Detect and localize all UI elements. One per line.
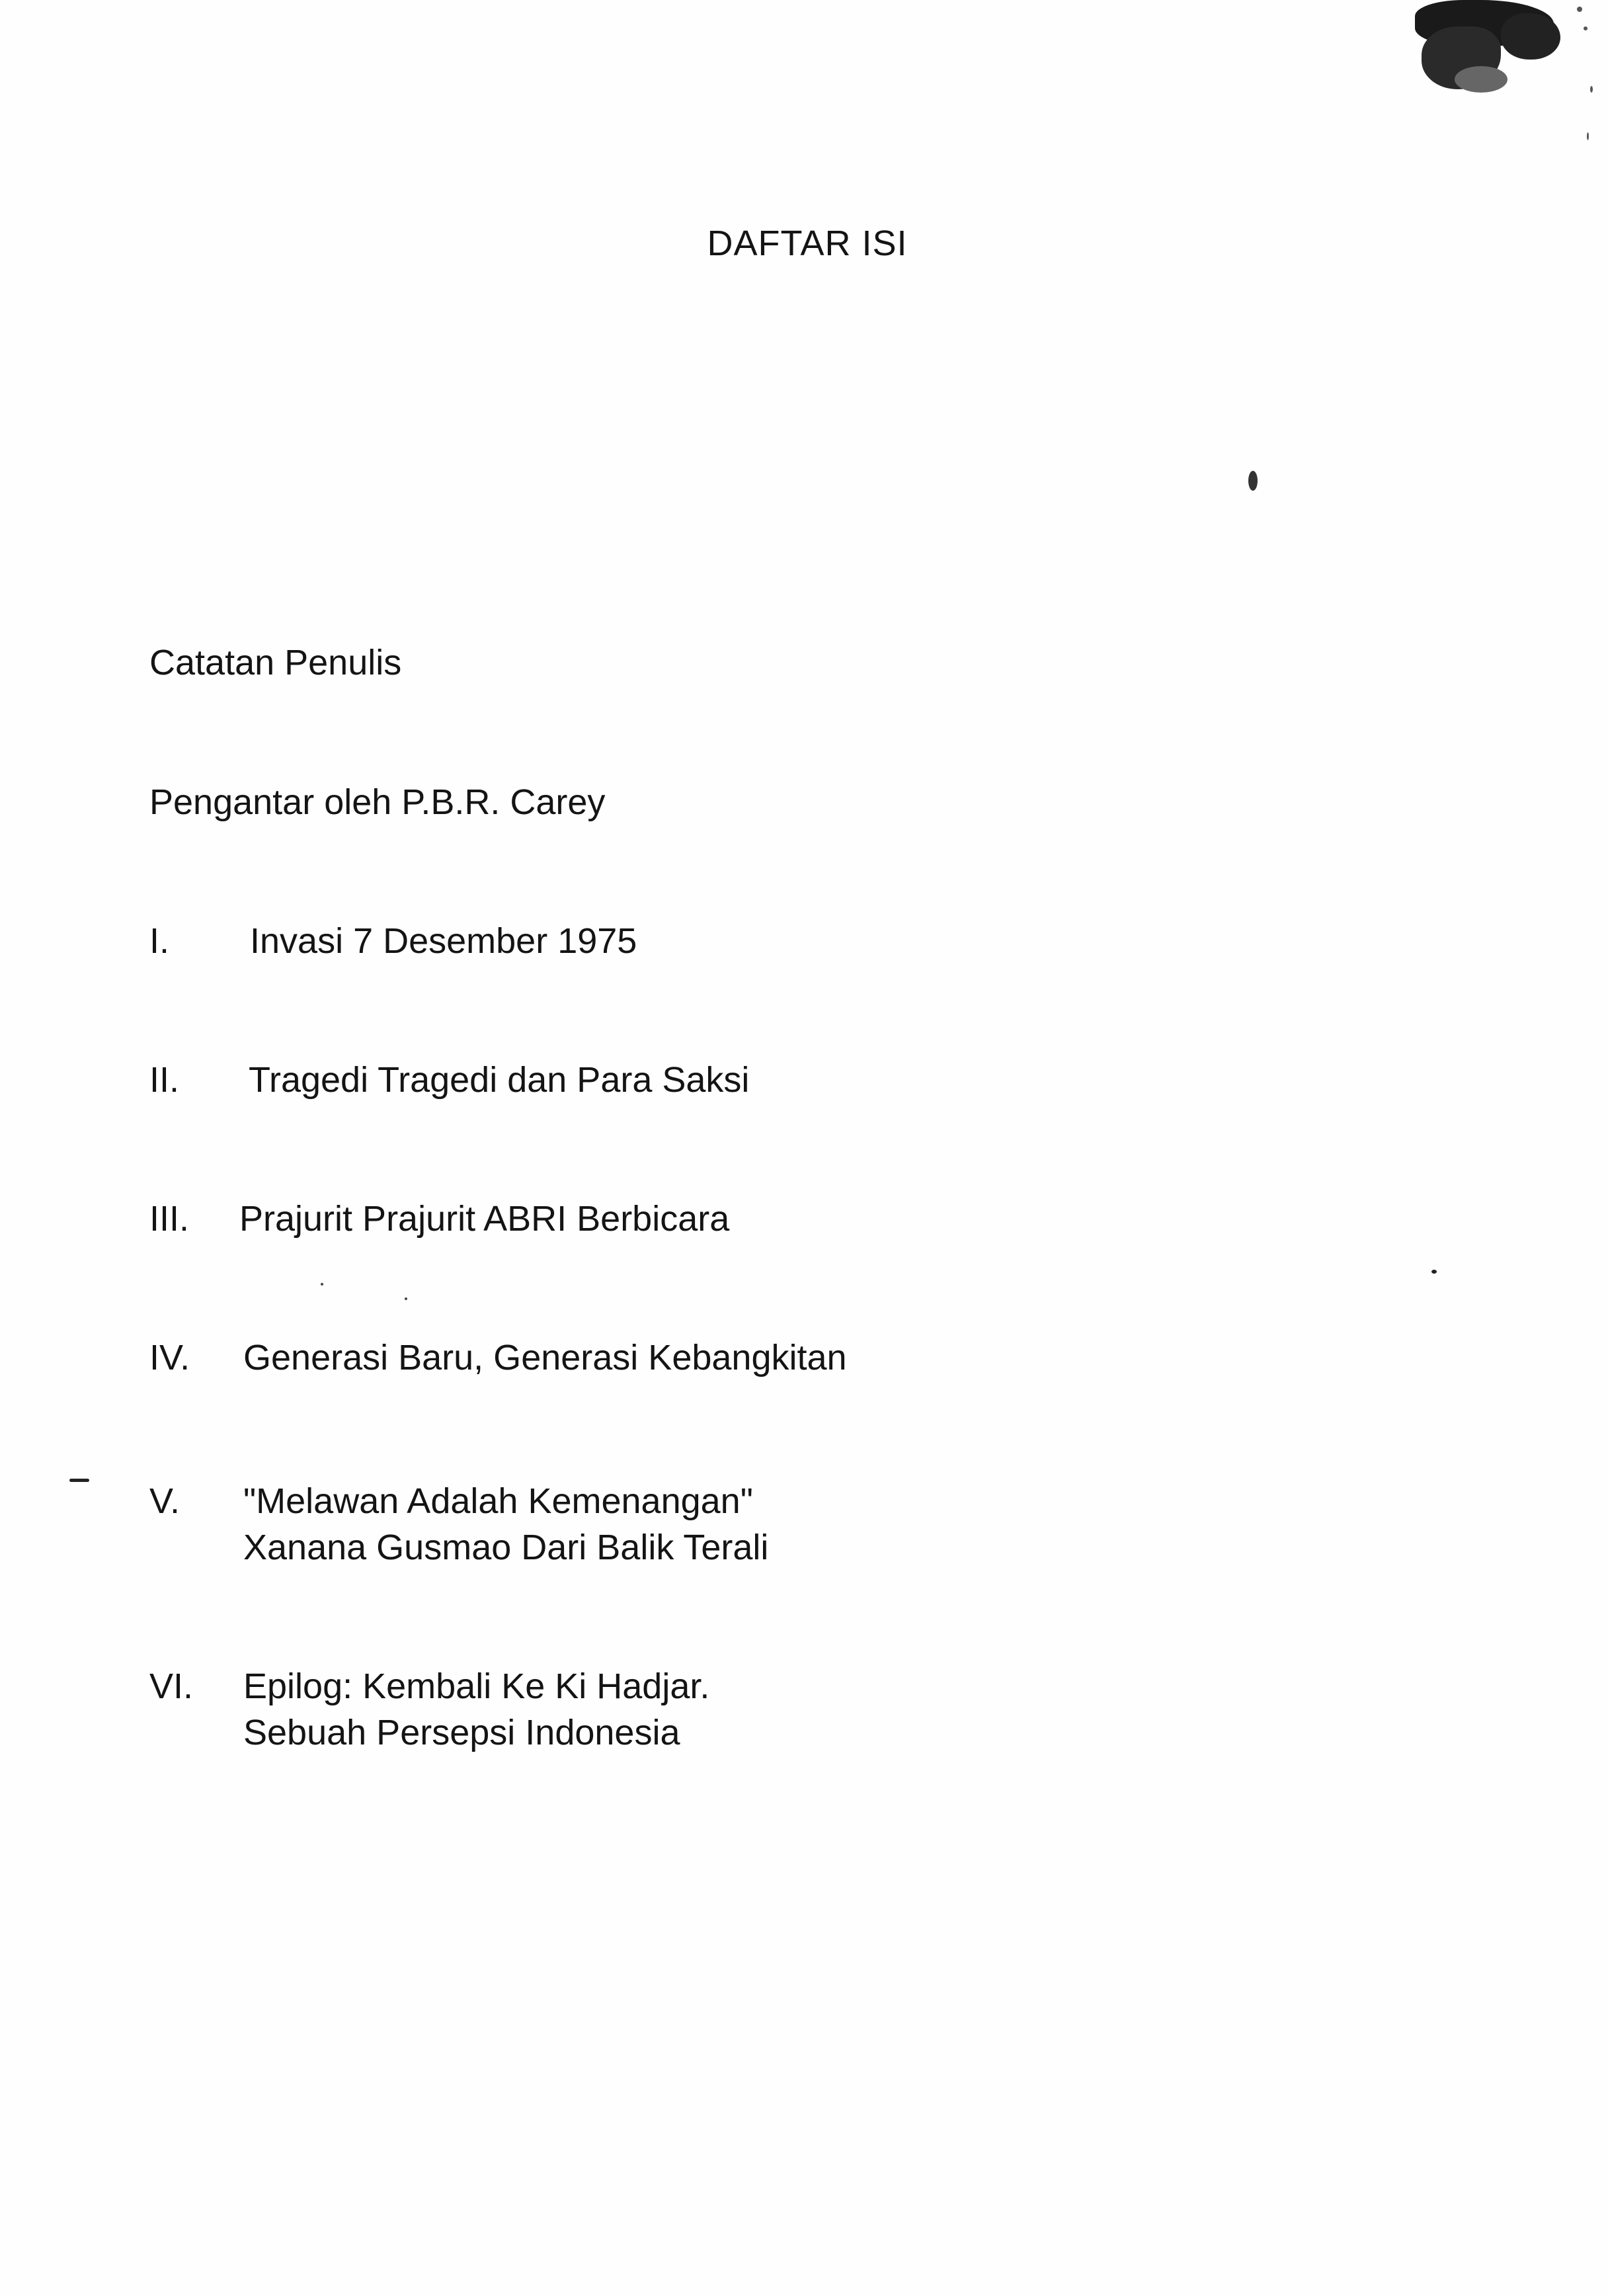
chapter-title: Epilog: Kembali Ke Ki Hadjar. xyxy=(243,1666,710,1706)
page-title: DAFTAR ISI xyxy=(707,224,908,263)
chapter-title: Generasi Baru, Generasi Kebangkitan xyxy=(243,1338,847,1377)
scan-speck xyxy=(69,1479,89,1482)
chapter-numeral: III. xyxy=(149,1199,190,1239)
toc-entry-author-note: Catatan Penulis xyxy=(149,643,402,682)
toc-entry-introduction: Pengantar oleh P.B.R. Carey xyxy=(149,782,606,822)
chapter-numeral: II. xyxy=(149,1060,180,1100)
chapter-numeral: I. xyxy=(149,921,170,961)
chapter-numeral: IV. xyxy=(149,1338,190,1377)
scan-speck xyxy=(321,1283,323,1286)
chapter-subtitle: Xanana Gusmao Dari Balik Terali xyxy=(243,1528,769,1567)
chapter-title: Prajurit Prajurit ABRI Berbicara xyxy=(239,1199,730,1239)
scan-speck xyxy=(1248,471,1258,491)
chapter-title: "Melawan Adalah Kemenangan" xyxy=(243,1481,753,1521)
chapter-subtitle: Sebuah Persepsi Indonesia xyxy=(243,1713,680,1752)
scan-speck xyxy=(405,1297,407,1300)
chapter-title: Invasi 7 Desember 1975 xyxy=(250,921,637,961)
chapter-numeral: VI. xyxy=(149,1666,194,1706)
chapter-title: Tragedi Tragedi dan Para Saksi xyxy=(249,1060,750,1100)
chapter-numeral: V. xyxy=(149,1481,181,1521)
scan-speck xyxy=(1431,1270,1437,1274)
